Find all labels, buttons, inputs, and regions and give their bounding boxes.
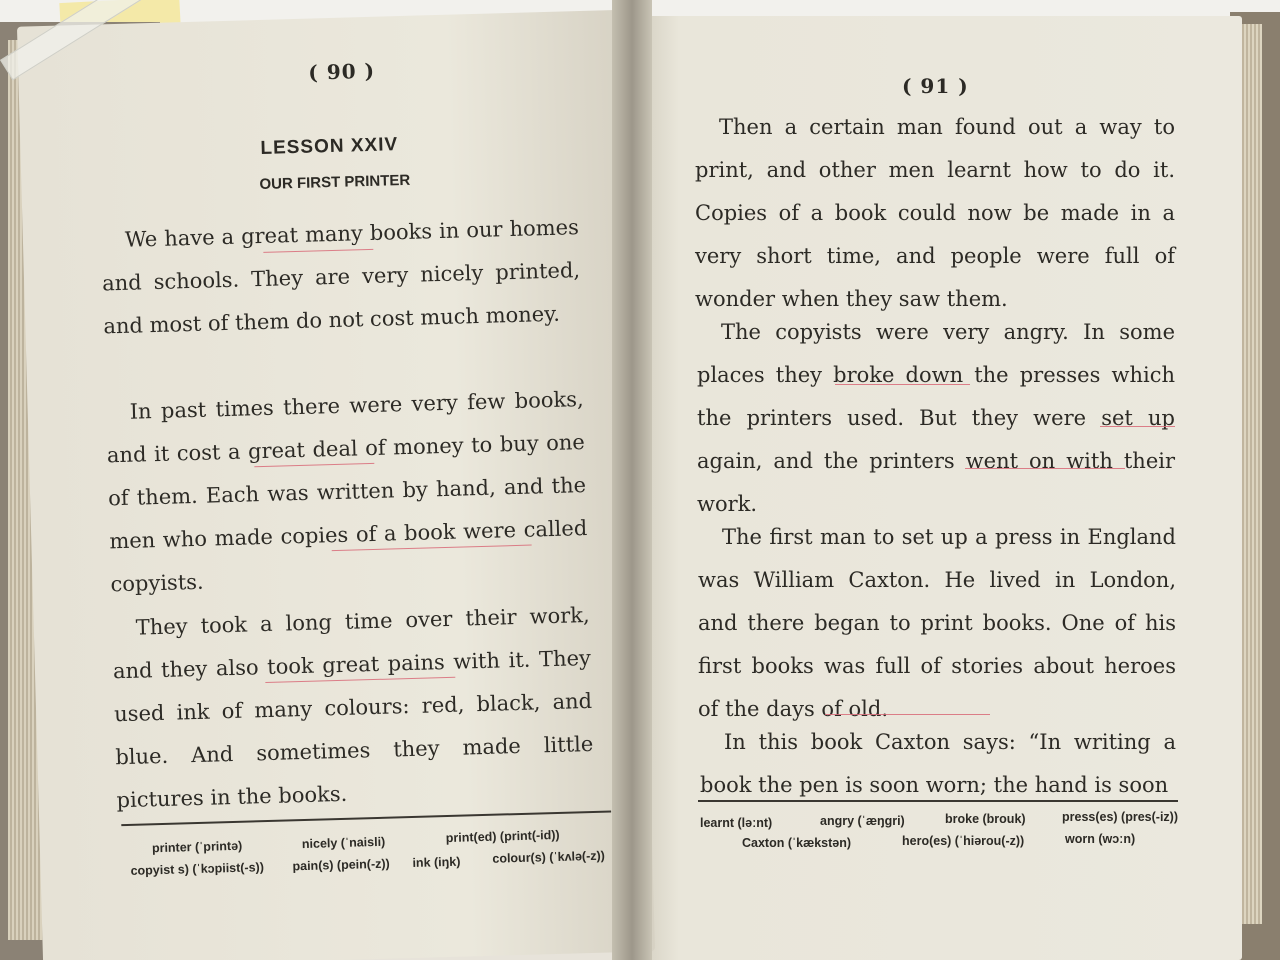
gloss-caxton: Caxton (ˈkækstən) bbox=[742, 836, 852, 850]
gloss-printer: printer (ˈprintə) bbox=[151, 838, 243, 856]
gloss-presses: press(es) (pres(-iz)) bbox=[1062, 810, 1178, 824]
page-number-right: ( 91 ) bbox=[902, 74, 969, 98]
gloss-angry: angry (ˈæŋgri) bbox=[820, 814, 905, 828]
underline-broke-down bbox=[835, 384, 970, 385]
right-page-edges bbox=[1240, 24, 1262, 924]
left-paragraph-3: They took a long time over their work, and they also took great pains with it. They used ink of many colours: red, black, and blue. And sometimes they made little pictures in the books. bbox=[112, 602, 594, 813]
underline-set-up bbox=[1100, 426, 1175, 427]
gloss-colours: colour(s) (ˈkʌlə(-z)) bbox=[492, 848, 606, 866]
lesson-heading: LESSON XXIV bbox=[260, 134, 399, 159]
book-gutter bbox=[612, 0, 652, 960]
right-paragraph-1: Then a certain man found out a way to print, and other men learnt how to do it. Copies of a book could now be made in a very short time, and people were full of wonder when they saw them. bbox=[695, 115, 1175, 311]
left-paragraph-2: In past times there were very few books, and it cost a great deal of money to buy one of them. Each was written by hand, and the men who made copies of a book were called copyists. bbox=[106, 387, 588, 597]
right-paragraph-3: The first man to set up a press in England was William Caxton. He lived in London, and there began to print books. One of his first books was full of stories about heroes of the days of old. bbox=[698, 525, 1176, 721]
left-paragraph-1: We have a great many books in our homes and schools. They are very nicely printed, and most of them do not cost much money. bbox=[101, 215, 581, 339]
right-paragraph-2: The copyists were very angry. In some places they broke down the presses which the printers used. But they were set up again, and the printers went on with their work. bbox=[697, 320, 1175, 516]
left-page bbox=[17, 10, 655, 960]
underline-went-on-with bbox=[965, 468, 1125, 469]
lesson-title: OUR FIRST PRINTER bbox=[259, 171, 411, 194]
gloss-copyists: copyist s) (ˈkɔpiist(-s)) bbox=[130, 860, 265, 878]
footnote-rule-right bbox=[698, 800, 1178, 802]
gloss-nicely: nicely (ˈnaisli) bbox=[301, 834, 386, 852]
gloss-ink: ink (iŋk) bbox=[412, 854, 461, 871]
gloss-worn: worn (wɔːn) bbox=[1065, 832, 1136, 846]
page-number-left: ( 90 ) bbox=[308, 58, 376, 85]
gloss-heroes: hero(es) (ˈhiərou(-z)) bbox=[902, 834, 1025, 848]
gloss-learnt: learnt (ləːnt) bbox=[700, 816, 773, 830]
right-paragraph-4: In this book Caxton says: “In writing a book the pen is soon worn; the hand is soon bbox=[700, 730, 1176, 797]
right-page bbox=[630, 16, 1242, 960]
underline-days-of-old bbox=[825, 714, 990, 715]
gloss-broke: broke (brouk) bbox=[945, 812, 1026, 826]
gloss-pains: pain(s) (pein(-z)) bbox=[292, 856, 390, 874]
gloss-printed: print(ed) (print(-id)) bbox=[445, 827, 560, 846]
